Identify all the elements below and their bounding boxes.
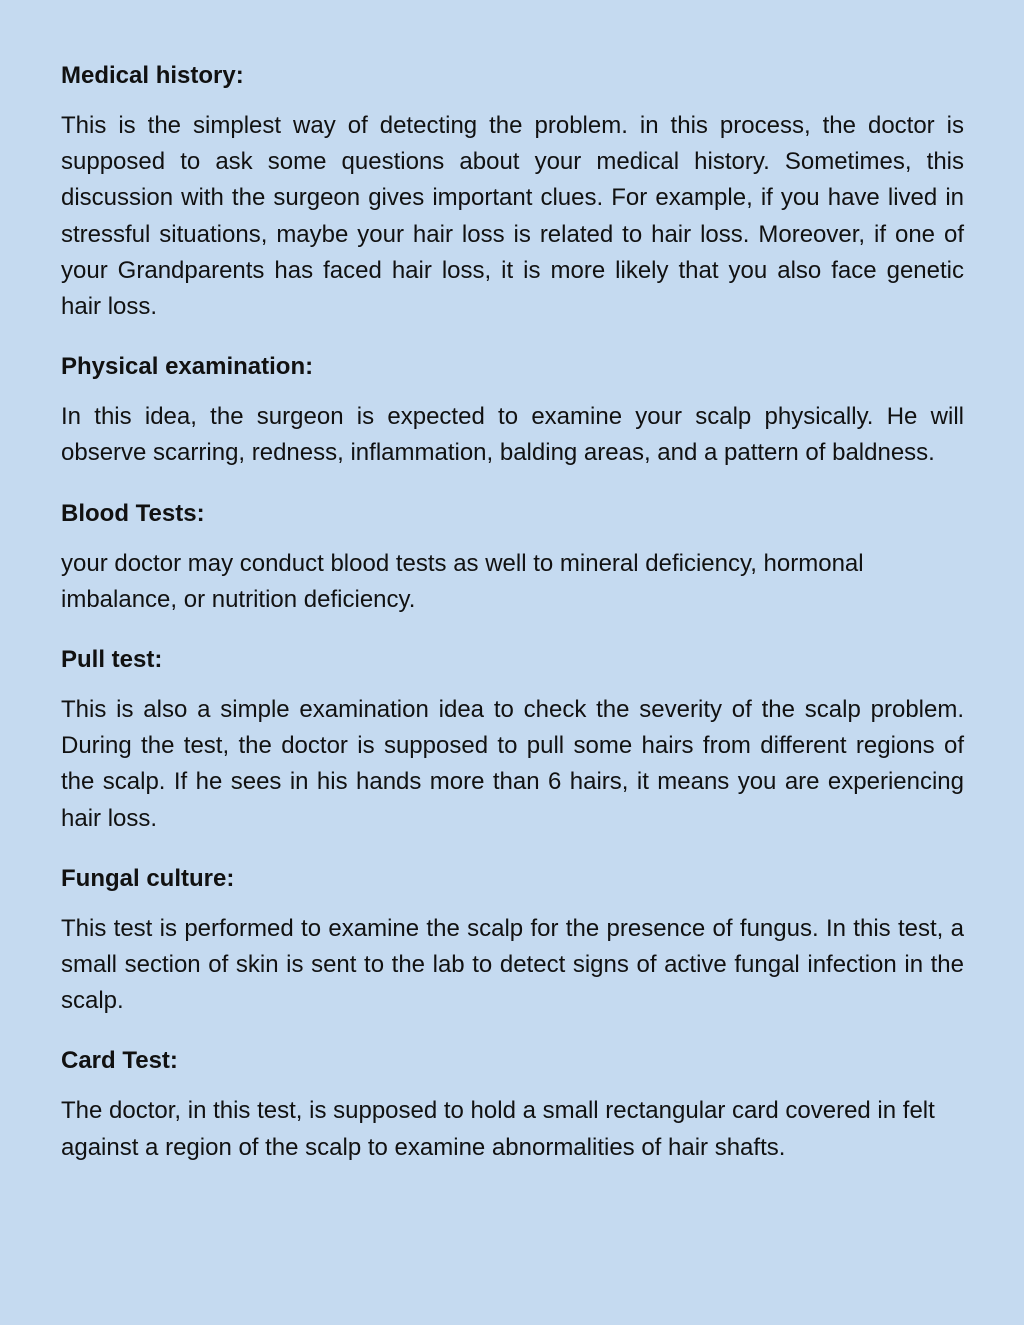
section-physical-examination (61, 349, 964, 471)
section-heading: Physical examination: (61, 353, 314, 381)
section-body: your doctor may conduct blood tests as well to mineral deficiency, hormonal imbalance, or nutrition deficiency. (61, 549, 864, 613)
section-body: This test is performed to examine the scalp for the presence of fungus. In this test, a small section of skin is sent to the lab to detect signs of active fungal infection in the scalp. (61, 914, 964, 1015)
section-blood-tests (61, 496, 964, 618)
section-body: This is also a simple examination idea to check the severity of the scalp problem. During the test, the doctor is supposed to pull some hairs from different regions of the scalp. If he sees in his hands more than 6 hairs, it means you are experiencing hair loss. (61, 696, 964, 832)
section-fungal-culture (61, 861, 964, 1020)
section-medical-history (61, 58, 964, 325)
section-heading: Fungal culture: (61, 864, 235, 892)
section-heading: Pull test: (61, 646, 163, 674)
section-heading: Medical history: (61, 62, 244, 89)
section-body: The doctor, in this test, is supposed to hold a small rectangular card covered in felt against a region of the scalp to examine abnormalities of hair shafts. (61, 1097, 935, 1161)
section-card-test (61, 1043, 964, 1165)
section-heading: Card Test: (61, 1047, 178, 1075)
section-pull-test (61, 642, 964, 837)
section-heading: Blood Tests: (61, 499, 205, 527)
section-body: In this idea, the surgeon is expected to examine your scalp physically. He will observe scarring, redness, inflammation, balding areas, and a pattern of baldness. (61, 403, 964, 467)
section-body: This is the simplest way of detecting the problem. in this process, the doctor is supposed to ask some questions about your medical history. Sometimes, this discussion with the surgeon gives important clues. For example, if you have lived in stressful situations, maybe your hair loss is related to hair loss. Moreover, if one of your Grandparents has faced hair loss, it is more likely that you also face genetic hair loss. (61, 112, 964, 321)
